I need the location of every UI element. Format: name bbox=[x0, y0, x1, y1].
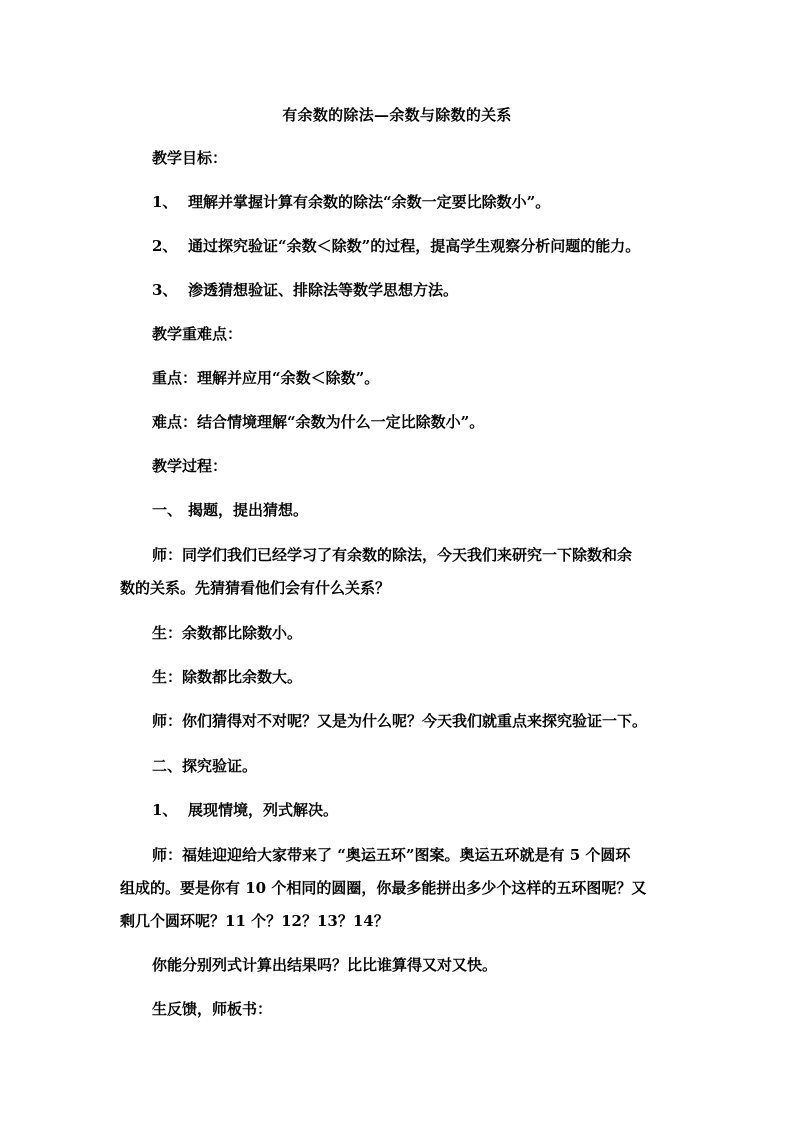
student-answer-2: 生：除数都比余数大。 bbox=[152, 668, 303, 686]
goal-text: 理解并掌握计算有余数的除法“余数一定要比除数小”。 bbox=[188, 193, 551, 211]
teacher-paragraph-3-line-3: 剩几个圆环呢？11 个？12？13？14？ bbox=[120, 912, 389, 930]
goal-item-2 bbox=[152, 236, 640, 256]
goal-item-3 bbox=[152, 280, 458, 300]
goal-number: 1、 bbox=[152, 193, 178, 211]
key-heading: 教学重难点： bbox=[152, 325, 243, 343]
goal-item-1 bbox=[152, 192, 550, 212]
goal-text: 渗透猜想验证、排除法等数学思想方法。 bbox=[188, 281, 459, 299]
goal-text: 通过探究验证“余数＜除数”的过程，提高学生观察分析问题的能力。 bbox=[188, 237, 641, 255]
goals-heading: 教学目标： bbox=[152, 149, 228, 167]
teacher-paragraph-4: 你能分别列式计算出结果吗？比比谁算得又对又快。 bbox=[152, 956, 498, 974]
section-2-heading: 二、探究验证。 bbox=[152, 757, 258, 775]
key-point: 重点：理解并应用“余数＜除数”。 bbox=[152, 369, 380, 387]
goal-number: 2、 bbox=[152, 237, 178, 255]
teacher-paragraph-3-line-1: 师：福娃迎迎给大家带来了 “奥运五环”图案。奥运五环就是有 5 个圆环 bbox=[152, 846, 631, 864]
teacher-paragraph-1-line-1: 师：同学们我们已经学习了有余数的除法，今天我们来研究一下除数和余 bbox=[152, 546, 633, 564]
subsection-title: 展现情境，列式解决。 bbox=[188, 801, 339, 819]
process-heading: 教学过程： bbox=[152, 457, 228, 475]
teacher-paragraph-1-line-2: 数的关系。先猜猜看他们会有什么关系？ bbox=[120, 579, 391, 597]
feedback-line: 生反馈，师板书： bbox=[152, 1000, 273, 1018]
difficult-point: 难点：结合情境理解“余数为什么一定比除数小”。 bbox=[152, 413, 485, 431]
goal-number: 3、 bbox=[152, 281, 178, 299]
section-1-heading bbox=[152, 500, 308, 520]
subsection-number: 1、 bbox=[152, 801, 178, 819]
section-title: 揭题，提出猜想。 bbox=[188, 501, 309, 519]
student-answer-1: 生：余数都比除数小。 bbox=[152, 624, 303, 642]
teacher-paragraph-2: 师：你们猜得对不对呢？又是为什么呢？今天我们就重点来探究验证一下。 bbox=[152, 712, 648, 730]
subsection-1-heading bbox=[152, 800, 338, 820]
teacher-paragraph-3-line-2: 组成的。要是你有 10 个相同的圆圈，你最多能拼出多少个这样的五环图呢？又 bbox=[120, 879, 647, 897]
section-number: 一、 bbox=[152, 501, 183, 519]
document-title: 有余数的除法—余数与除数的关系 bbox=[282, 106, 512, 124]
